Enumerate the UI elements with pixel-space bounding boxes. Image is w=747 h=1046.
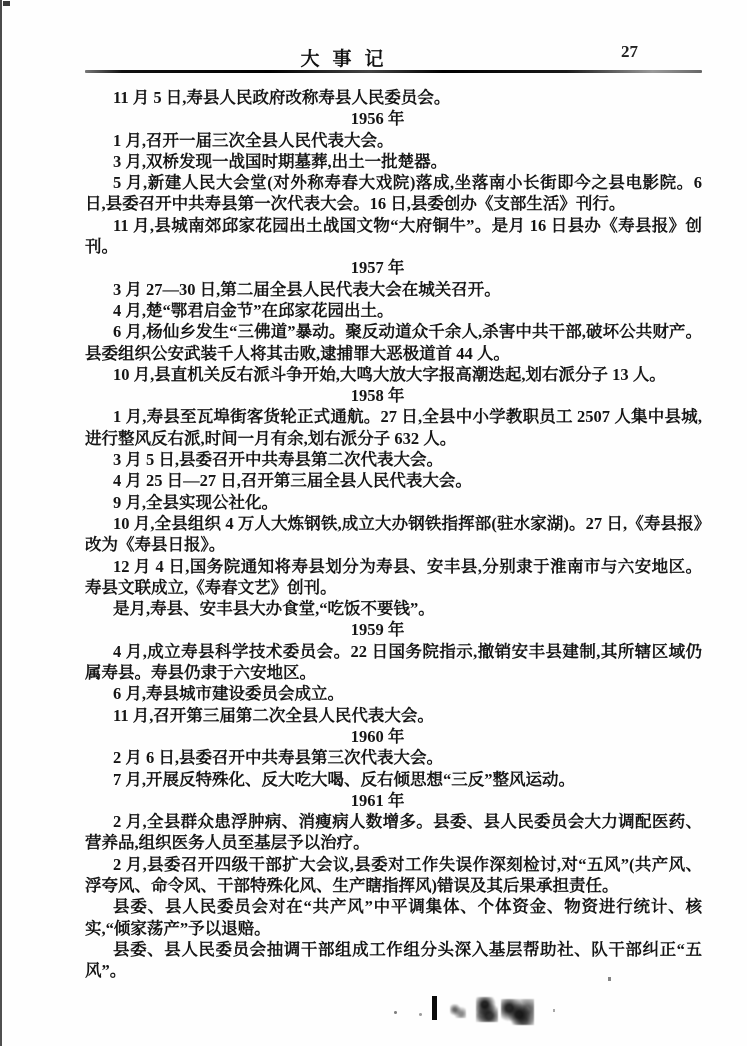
chronicle-entry: 3 月 27—30 日,第二届全县人民代表大会在城关召开。 [113,279,501,299]
year-heading: 1959 年 [350,620,405,640]
chronicle-entry: 县委、县人民委员会对在“共产风”中平调集体、个体资金、物资进行统计、核实,“倾家荡产”予以退赔。 [85,897,702,938]
page-title: 大事记 [300,49,397,70]
chronicle-entry: 10 月,县直机关反右派斗争开始,大鸣大放大字报高潮迭起,划右派分子 13 人。 [113,364,666,384]
page-header [85,44,702,74]
scan-smudge-artifact [501,999,534,1025]
chronicle-entry: 4 月,楚“鄂君启金节”在邱家花园出土。 [113,300,394,320]
chronicle-entry: 6 月,寿县城市建设委员会成立。 [113,684,344,704]
chronicle-entry: 7 月,开展反特殊化、反大吃大喝、反右倾思想“三反”整风运动。 [113,769,575,789]
scan-edge-artifact [0,0,2,1046]
chronicle-entry: 1 月,寿县至瓦埠街客货轮正式通航。27 日,全县中小学教职员工 2507 人集中县城,进行整风反右派,时间一月有余,划右派分子 632 人。 [85,407,702,448]
chronicle-entry: 12 月 4 日,国务院通知将寿县划分为寿县、安丰县,分别隶于淮南市与六安地区。寿县文联成立,《寿春文艺》创刊。 [85,556,702,597]
chronicle-entry: 11 月,召开第三届第二次全县人民代表大会。 [113,705,434,725]
scan-dot-artifact [419,1013,422,1016]
chronicle-entry: 1 月,召开一届三次全县人民代表大会。 [113,130,394,150]
chronicle-entry: 11 月 5 日,寿县人民政府改称寿县人民委员会。 [113,88,451,107]
page-number: 27 [621,42,638,61]
chronicle-entry: 是月,寿县、安丰县大办食堂,“吃饭不要钱”。 [113,599,435,619]
chronicle-entry: 11 月,县城南郊邱家花园出土战国文物“大府铜牛”。是月 16 日县办《寿县报》创刊。 [85,215,702,257]
chronicle-entry: 2 月 6 日,县委召开中共寿县第三次代表大会。 [113,748,443,768]
scan-smudge-artifact [476,997,498,1022]
chronicle-entry: 4 月,成立寿县科学技术委员会。22 日国务院指示,撤销安丰县建制,其所辖区域仍属寿县。寿县仍隶于六安地区。 [85,641,702,683]
year-heading: 1961 年 [350,790,405,810]
year-heading: 1960 年 [350,726,405,746]
chronicle-entry: 3 月 5 日,县委召开中共寿县第二次代表大会。 [113,450,443,470]
year-heading: 1958 年 [350,386,405,406]
chronicle-text [85,87,702,981]
year-heading: 1957 年 [350,258,405,278]
chronicle-entry: 5 月,新建人民大会堂(对外称寿春大戏院)落成,坐落南小长街即今之县电影院。6 日,县委召开中共寿县第一次代表大会。16 日,县委创办《支部生活》刊行。 [85,173,702,214]
scan-speck-artifact [3,1,10,6]
chronicle-entry: 3 月,双桥发现一战国时期墓葬,出土一批楚器。 [113,151,448,171]
chronicle-entry: 县委、县人民委员会抽调干部组成工作组分头深入基层帮助社、队干部纠正“五风”。 [85,939,702,981]
scan-dot-artifact [394,1011,397,1014]
chronicle-entry: 4 月 25 日—27 日,召开第三届全县人民代表大会。 [113,471,472,491]
scan-ink-bar-artifact [432,996,437,1020]
chronicle-entry: 9 月,全县实现公社化。 [113,492,278,512]
year-heading: 1956 年 [350,109,405,129]
chronicle-entry: 2 月,县委召开四级干部扩大会议,县委对工作失误作深刻检讨,对“五风”(共产风、浮夸风、命令风、干部特殊化风、生产瞎指挥风)错误及其后果承担责任。 [85,854,702,895]
chronicle-entry: 10 月,全县组织 4 万人大炼钢铁,成立大办钢铁指挥部(驻水家湖)。27 日,《寿县报》改为《寿县日报》。 [85,513,702,555]
scan-dot-artifact [608,977,611,981]
header-divider [85,70,702,73]
chronicle-entry: 6 月,杨仙乡发生“三佛道”暴动。聚反动道众千余人,杀害中共干部,破坏公共财产。县委组织公安武装千人将其击败,逮捕罪大恶极道首 44 人。 [85,322,702,363]
scan-smudge-artifact [450,1004,466,1018]
scan-dot-artifact [553,1009,555,1012]
chronicle-entry: 2 月,全县群众患浮肿病、消瘦病人数增多。县委、县人民委员会大力调配医药、营养品,组织医务人员至基层予以治疗。 [85,812,702,853]
